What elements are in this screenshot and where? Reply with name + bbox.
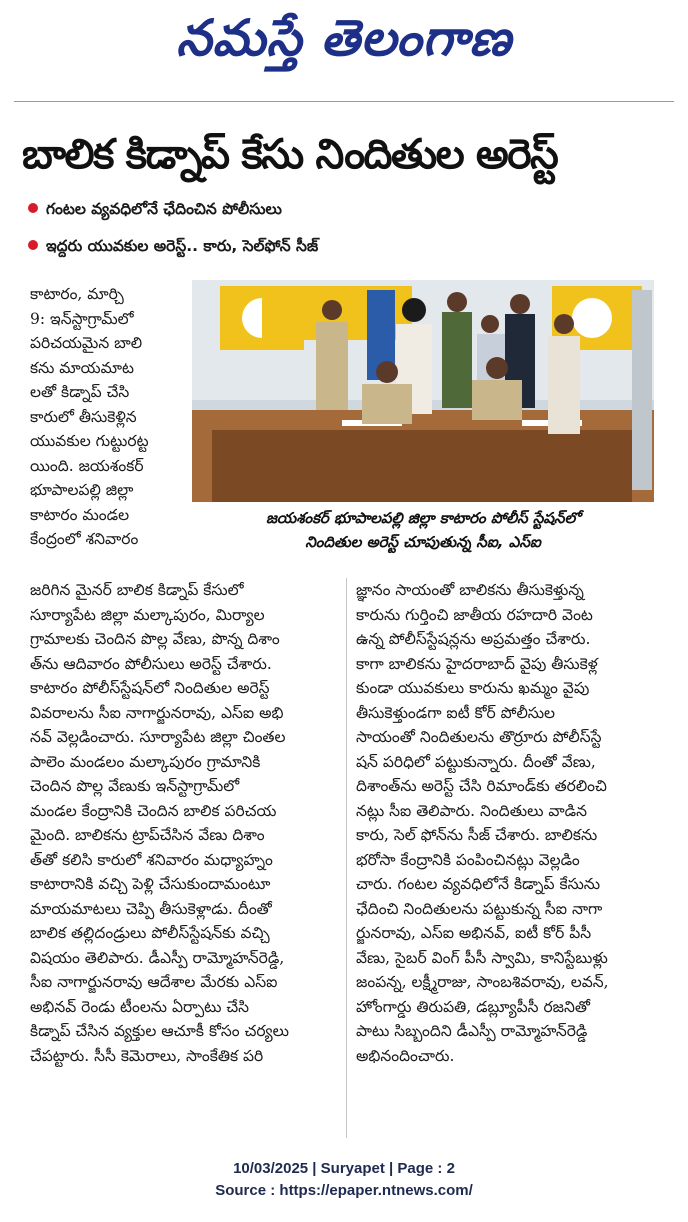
source-footer (0, 1158, 688, 1202)
article-text-line: సీఐ నాగార్జునరావు ఆదేశాల మేరకు ఎస్ఐ (30, 973, 278, 991)
masthead-divider (14, 101, 674, 102)
article-text-line: భూపాలపల్లి జిల్లా (30, 481, 134, 499)
article-column-right (356, 578, 660, 1068)
article-text-line: కాటారం పోలీస్‌స్టేషన్‌లో నిందితుల అరెస్ట్ (30, 679, 270, 697)
article-text-line: మైంది. బాలికను ట్రాప్‌చేసిన వేణు దిశాం (30, 826, 265, 844)
footer-source-url[interactable]: Source : https://epaper.ntnews.com/ (215, 1182, 473, 1199)
article-text-line: 9: ఇన్‌స్టాగ్రామ్‌లో (30, 309, 134, 328)
subheading-bullet-1 (28, 200, 282, 222)
article-text-line: జరిగిన మైనర్ బాలిక కిడ్నాప్ కేసులో (30, 581, 244, 599)
column-divider (346, 578, 347, 1138)
article-text-line: కిడ్నాప్ చేసిన వ్యక్తుల ఆచూకీ కోసం చర్యలు (30, 1022, 289, 1040)
article-text-line: త్‌తో కలిసి కారులో శనివారం మధ్యాహ్నం (30, 850, 273, 869)
news-photo (192, 280, 654, 502)
article-text-line: విషయం తెలిపారు. డీఎస్పీ రామ్మోహన్‌రెడ్డి, (30, 948, 285, 967)
article-text-line: కారు, సెల్ ఫోన్‌ను సీజ్ చేశారు. బాలికను (356, 826, 598, 844)
article-text-line: సాయంతో నిందితులను తొర్రూరు పోలీస్‌స్టే (356, 728, 602, 746)
article-text-line: అభినవ్ రెండు టీంలను ఏర్పాటు చేసి (30, 997, 250, 1016)
article-column-intro (30, 282, 178, 552)
article-text-line: కాటారం, మార్చి (30, 285, 124, 303)
article-text-line: మాయమాటలు చెప్పి తీసుకెళ్లాడు. దీంతో (30, 899, 272, 918)
masthead (0, 0, 688, 98)
article-text-line: ఛేదించి నిందితులను పట్టుకున్న సీఐ నాగా (356, 899, 603, 918)
article-text-line: పాటు సిబ్బందిని డీఎస్పీ రామ్మోహన్‌రెడ్డి (356, 1022, 588, 1040)
subheading-text: ఇద్దరు యువకుల అరెస్ట్.. కారు, సెల్‌ఫోన్ సీజ్ (46, 237, 319, 255)
article-text-line: సూర్యాపేట జిల్లా మల్కాపురం, మిర్యాల (30, 605, 265, 624)
article-text-line: హోంగార్డు తిరుపతి, డబ్ల్యూపీసీ రజనితో (356, 997, 590, 1016)
article-text-line: కను మాయమాట (30, 358, 134, 377)
article-text-line: పాలెం మండలం మల్కాపురం గ్రామానికి (30, 752, 261, 771)
subheading-text: గంటల వ్యవధిలోనే ఛేదించిన పోలీసులు (46, 200, 282, 218)
article-column-left (30, 578, 338, 1068)
footer-date-page: 10/03/2025 | Suryapet | Page : 2 (233, 1160, 455, 1177)
photo-caption (192, 506, 654, 554)
article-text-line: చేపట్టారు. సీసీ కెమెరాలు, సాంకేతిక పరి (30, 1046, 264, 1065)
article-text-line: బాలిక తల్లిదండ్రులు పోలీస్‌స్టేషన్‌కు వచ్చి (30, 924, 270, 942)
article-text-line: లతో కిడ్నాప్ చేసి (30, 383, 130, 401)
photo-caption-line: జయశంకర్ భూపాలపల్లి జిల్లా కాటారం పోలీస్ స్టేషన్‌లో (265, 509, 581, 527)
article-text-line: మండల కేంద్రానికి చెందిన బాలిక పరిచయ (30, 801, 277, 820)
subheading-bullet-2 (28, 237, 318, 259)
article-text-line: వేణు, సైబర్ వింగ్ పీసీ స్వామి, కానిస్టేబుళ్లు (356, 948, 608, 967)
masthead-title: నమస్తే తెలంగాణ (176, 8, 512, 67)
article-text-line: కుండా యువకులు కారును ఖమ్మం వైపు (356, 679, 590, 697)
article-text-line: యింది. జయశంకర్ (30, 456, 144, 475)
article-text-line: కాగా బాలికను హైదరాబాద్ వైపు తీసుకెళ్ల (356, 654, 598, 673)
article-text-line: నవ్ వెల్లడించారు. సూర్యాపేట జిల్లా చింతల (30, 728, 286, 746)
article-text-line: కాటారం మండల (30, 505, 130, 524)
article-text-line: తీసుకెళ్తుండగా ఐటీ కోర్ పోలీసుల (356, 703, 556, 722)
photo-caption-line: నిందితుల అరెస్ట్ చూపుతున్న సీఐ, ఎస్ఐ (305, 533, 541, 551)
article-text-line: చారు. గంటల వ్యవధిలోనే కిడ్నాప్ కేసును (356, 875, 601, 893)
article-text-line: అభినందించారు. (356, 1046, 455, 1065)
article-text-line: నట్లు సీఐ తెలిపారు. నిందితులు వాడిన (356, 801, 588, 820)
article-text-line: ఉన్న పోలీస్‌స్టేషన్లను అప్రమత్తం చేశారు. (356, 630, 591, 648)
article-text-line: వివరాలను సీఐ నాగార్జునరావు, ఎస్ఐ అభి (30, 703, 284, 722)
article-text-line: భరోసా కేంద్రానికి పంపించినట్లు వెల్లడిం (356, 850, 580, 869)
article-text-line: కారులో తీసుకెళ్లిన (30, 407, 137, 426)
article-text-line: జంపన్న, లక్ష్మీరాజు, సాంబశివరావు, లవన్, (356, 973, 609, 991)
article-text-line: షన్ పరిధిలో పట్టుకున్నారు. దీంతో వేణు, (356, 752, 596, 771)
article-text-line: పరిచయమైన బాలి (30, 334, 143, 352)
article-text-line: జ్ఞానం సాయంతో బాలికను తీసుకెళ్తున్న (356, 581, 584, 599)
article-text-line: చెందిన పొల్ల వేణుకు ఇన్‌స్టాగ్రామ్‌లో (30, 777, 240, 795)
article-text-line: యువకుల గుట్టురట్ట (30, 432, 149, 450)
article-text-line: కాటారానికి వచ్చి పెళ్లి చేసుకుందామంటూ (30, 875, 271, 893)
bullet-dot-icon (28, 240, 38, 250)
article-text-line: కేంద్రంలో శనివారం (30, 530, 139, 548)
article-text-line: గ్రామాలకు చెందిన పొల్ల వేణు, పొన్న దిశాం (30, 630, 280, 648)
article-text-line: ర్జునరావు, ఎస్ఐ అభినవ్, ఐటీ కోర్ పీసీ (356, 924, 592, 942)
article-text-line: కారును గుర్తించి జాతీయ రహదారి వెంట (356, 605, 593, 624)
article-headline: బాలిక కిడ్నాప్ కేసు నిందితుల అరెస్ట్ (22, 130, 558, 178)
police-station-photo-image (192, 280, 654, 502)
bullet-dot-icon (28, 203, 38, 213)
article-text-line: దిశాంత్‌ను అరెస్ట్ చేసి రిమాండ్‌కు తరలించి (356, 777, 607, 795)
article-text-line: త్‌ను ఆదివారం పోలీసులు అరెస్ట్ చేశారు. (30, 654, 272, 673)
